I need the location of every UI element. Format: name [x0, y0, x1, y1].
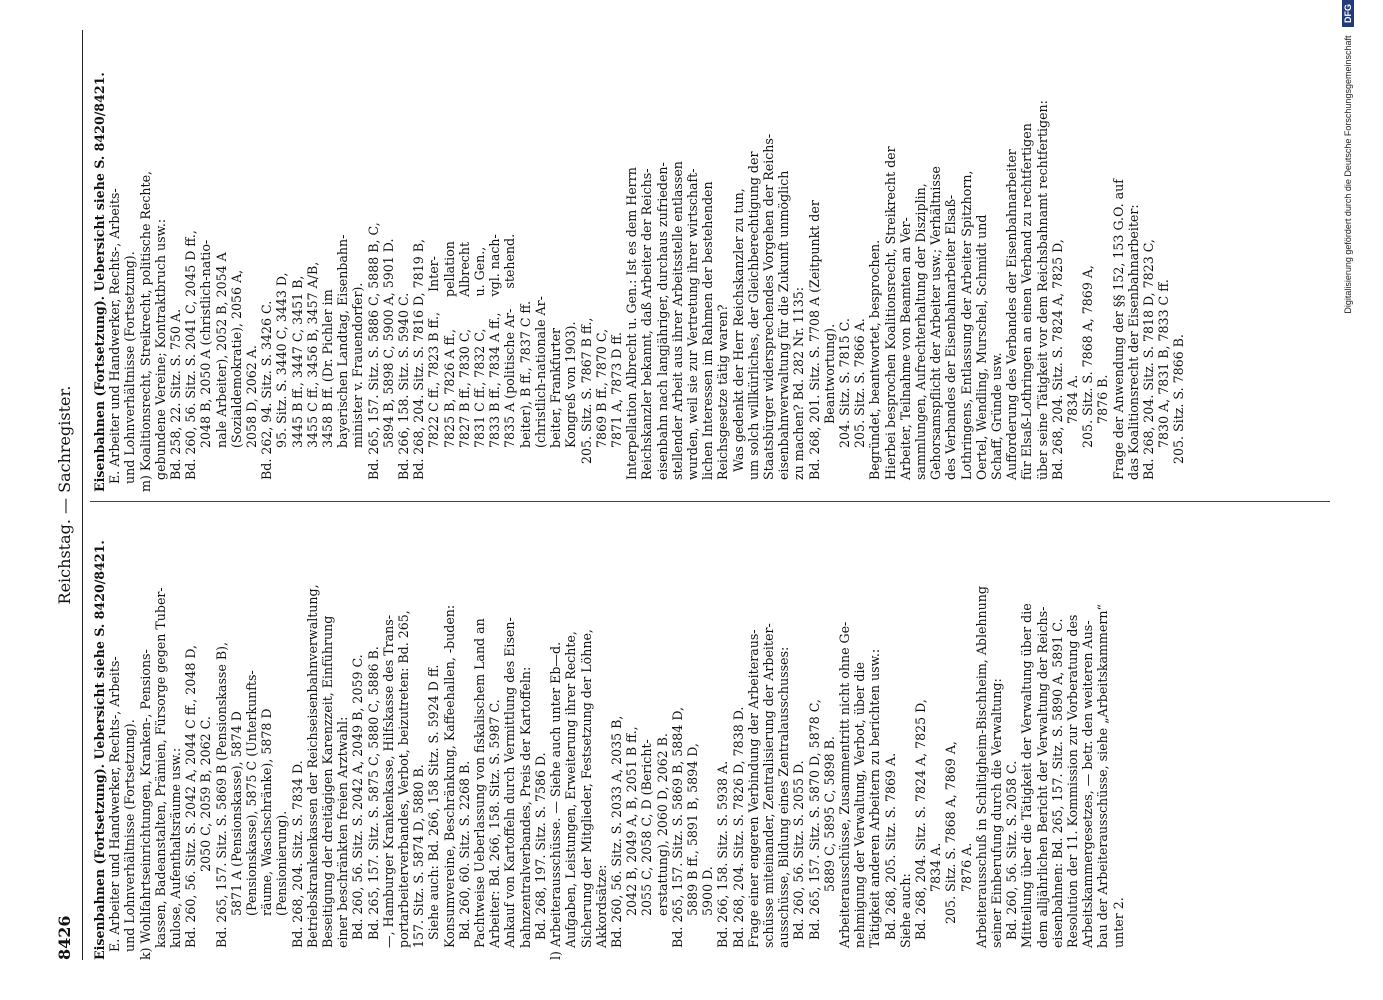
text-line: Oertel, Wendling, Murschel, Schmidt und: [973, 214, 989, 492]
text-line: eisenbahn nach langjähriger, durchaus zufrieden-: [654, 162, 670, 492]
text-line: Bd. 260, 56. Sitz. S. 2041 C, 2045 D ff.,: [183, 230, 199, 492]
text-line: Arbeitskammergesetzes, — betr. den weiteren Aus-: [1080, 620, 1096, 960]
text-line: Ankauf von Kartoffeln durch Vermittlung des Eisen-: [502, 617, 518, 960]
dfg-logo: DFG: [1342, 0, 1354, 27]
text-line: Arbeiter, Teilnahme von Beamten an Ver-: [897, 217, 913, 492]
text-line: Akkordsätze:: [593, 864, 609, 960]
text-line: Bd. 268, 204. Sitz. S. 7824 A, 7825 D,: [912, 699, 928, 960]
text-line: Konsumvereine, Beschränkung, Kaffeehallen, -buden:: [441, 604, 457, 960]
text-line: Was gedenkt der Herr Reichskanzler zu tun,: [730, 188, 746, 492]
text-line: 2042 B, 2049 A, B, 2051 B ff.,: [624, 726, 640, 960]
text-line: 2048 B, 2050 A (christlich-natio-: [198, 239, 214, 492]
text-line: Bd. 262, 94. Sitz. S. 3426 C.: [259, 300, 275, 492]
text-line: 205. Sitz. S. 7867 B ff.,: [578, 317, 594, 492]
text-line: 205. Sitz. S. 7866 A.: [852, 318, 868, 492]
text-line: Reichsgesetze tätig waren?: [715, 304, 731, 492]
text-line: Bd. 260, 56. Sitz. S. 2055 D.: [791, 760, 807, 960]
text-line: Bd. 266, 158. Sitz. S. 5940 C.: [396, 292, 412, 492]
text-line: 5900 D.: [700, 866, 716, 960]
text-line: stellender Arbeit aus ihrer Arbeitsstelle entlassen: [669, 161, 685, 492]
text-line: für Elsaß-Lothringen an einen Verband zu rechtfertigen: [1019, 123, 1035, 492]
text-line: 7876 A.: [958, 842, 974, 960]
text-line: Bd. 260, 60. Sitz. S. 2268 B.: [456, 760, 472, 960]
text-line: Bd. 265, 157. Sitz. S. 5886 C, 5888 B, C,: [365, 222, 381, 492]
text-line: bahnzentralverbandes, Preis der Kartoffeln:: [517, 666, 533, 960]
text-line: dem alljährlichen Bericht der Verwaltung der Reichs-: [1034, 606, 1050, 960]
digitization-credit: [1342, 0, 1372, 1000]
text-line: ausschüsse, Bildung eines Zentralausschusses:: [776, 646, 792, 960]
text-line: eisenbahnverwaltung für die Zukunft unmöglich: [776, 170, 792, 492]
text-line: Staatsbürger widersprechendes Vorgehen der Reichs-: [760, 133, 776, 492]
text-line: 7825 B, 7826 A ff., pellation: [441, 241, 457, 492]
text-line: Kongreß von 1903).: [563, 321, 579, 492]
text-line: (Pensionskasse), 5875 C (Unterkunfts-: [244, 670, 260, 960]
text-line: Gehorsamspflicht der Arbeiter usw.; Verhältnisse: [928, 166, 944, 492]
text-line: Bd. 268, 204. Sitz. S. 7834 D.: [289, 760, 305, 960]
text-line: beiter), B ff., 7837 C ff.: [517, 301, 533, 492]
right-column: [92, 12, 1187, 492]
text-line: Betriebskrankenkassen der Reichseisenbahnverwaltung,: [304, 584, 320, 960]
text-line: kassen, Badeanstalten, Prämien, Fürsorge gegen Tuber-: [152, 587, 168, 960]
text-line: 7831 C ff., 7832 C, u. Gen.,: [472, 246, 488, 492]
text-line: Arbeiterausschüsse, Zusammentritt nicht ohne Ge-: [836, 621, 852, 960]
text-line: 205. Sitz. S. 7868 A, 7869 A,: [943, 741, 959, 960]
text-line: zu machen? Bd. 282 Nr. 1135:: [791, 286, 807, 492]
text-line: Begründet, beantwortet, besprochen.: [867, 239, 883, 492]
text-line: Lothringens, Entlassung der Arbeiter Spitzhorn,: [958, 170, 974, 492]
text-line: Arbeiterausschuß in Schiltigheim-Bischheim, Ablehnung: [973, 586, 989, 960]
text-line: Sicherung der Mitglieder, Festsetzung der Löhne,: [578, 629, 594, 960]
text-line: E. Arbeiter und Handwerker, Rechts-, Arbeits-: [107, 188, 123, 492]
text-line: 5889 C, 5895 C, 5898 B.: [821, 736, 837, 960]
text-line: das Koalitionsrecht der Eisenbahnarbeiter:: [1125, 204, 1141, 492]
text-line: 157. Sitz. S. 5874 D, 5880 B.: [411, 764, 427, 960]
text-line: —, Hamburger Krankenkasse, Hilfskasse des Trans-: [380, 615, 396, 960]
text-line: Frage der Anwendung der §§ 152, 153 G.O. auf: [1110, 179, 1126, 492]
text-line: Bd. 258, 22. Sitz. S. 750 A.: [168, 308, 184, 492]
text-line: erstattung), 2060 D, 2062 B.: [654, 733, 670, 960]
text-line: 204. Sitz. S. 7815 C.: [836, 318, 852, 492]
text-line: 2058 D, 2062 A.: [244, 345, 260, 492]
text-line: Bd. 260, 56. Sitz. S. 2042 A, 2044 C ff., 2048 D,: [183, 644, 199, 960]
text-line: nehmigung der Verwaltung, Verbot, über die: [852, 662, 868, 960]
text-line: Eisenbahnen (Fortsetzung). Uebersicht siehe S. 8420/8421.: [92, 540, 107, 960]
text-line: 7834 A.: [928, 842, 944, 960]
text-line: Bd. 268, 197. Sitz. S. 7586 D.: [532, 752, 548, 960]
text-line: (Pensionierung).: [274, 810, 290, 960]
text-line: 2055 C, 2058 C, D (Bericht-: [639, 739, 655, 960]
text-line: bayerischen Landtag, Eisenbahn-: [335, 234, 351, 492]
text-line: beiter, Frankfurter: [548, 327, 564, 492]
text-line: 5871 A (Pensionskasse), 5874 D: [228, 711, 244, 960]
text-line: 7834 A.: [1065, 374, 1080, 492]
text-line: Eisenbahnen (Fortsetzung). Uebersicht siehe S. 8420/8421.: [92, 72, 107, 492]
text-line: Siehe auch:: [897, 873, 913, 960]
text-line: lichen Interessen im Rahmen der bestehenden: [700, 181, 716, 492]
text-line: 7830 A, 7831 B, 7833 C ff.: [1156, 279, 1172, 492]
text-line: Siehe auch: Bd. 266, 158 Sitz. S. 5924 D ff.: [426, 664, 442, 960]
text-line: Bd. 265, 157. Sitz. S. 5875 C, 5880 C, 5886 B.: [365, 646, 381, 960]
text-line: Hierbei besprochen Koalitionsrecht, Streikrecht der: [882, 146, 898, 492]
header-rule: [82, 30, 83, 960]
text-line: wurden, weil sie zur Vertretung ihrer wirtschaft-: [684, 168, 700, 492]
text-line: Bd. 260, 56. Sitz. S. 2033 A, 2035 B,: [608, 715, 624, 960]
text-line: Reichskanzler bekannt, daß Arbeiter der Reichs-: [639, 168, 655, 492]
text-line: eisenbahnen: Bd. 265, 157. Sitz. S. 5890 A, 5891 C.: [1049, 618, 1065, 960]
text-line: über seine Tätigkeit vor dem Reichsbahnamt rechtfertigen:: [1034, 100, 1050, 492]
text-line: 7871 A, 7873 D ff.: [608, 332, 624, 492]
text-line: Pachtweise Ueberlassung von fiskalischem Land an: [472, 618, 488, 960]
text-line: (christlich-nationale Ar-: [532, 296, 548, 492]
text-line: unter 2.: [1110, 897, 1126, 960]
text-line: Bd. 260, 56. Sitz. S. 2042 A, 2049 B, 2059 C.: [350, 654, 366, 960]
page-title: Reichstag. — Sachregister.: [55, 385, 74, 605]
text-line: 7835 A (politische Ar- stehend.: [502, 233, 518, 492]
text-line: Arbeiter: Bd. 266, 158. Sitz. S. 5987 C.: [487, 699, 503, 960]
text-line: sammlungen, Aufrechterhaltung der Disziplin,: [912, 183, 928, 492]
text-line: 3455 C ff., 3456 B, 3457 A/B,: [304, 261, 320, 492]
text-line: 3458 B ff. (Dr. Pichler im: [320, 289, 336, 492]
text-line: Aufgaben, Leistungen, Erweiterung ihrer Rechte,: [563, 631, 579, 960]
text-line: Bd. 260, 56. Sitz. S. 2058 C.: [1004, 760, 1020, 960]
text-line: 2050 C, 2059 B, 2062 C.: [198, 716, 214, 960]
text-line: Bd. 268, 204. Sitz. S. 7826 D, 7838 D.: [730, 706, 746, 960]
text-line: Bd. 268, 205. Sitz. S. 7869 A.: [882, 752, 898, 960]
text-line: Bd. 266, 158. Sitz. S. 5938 A.: [715, 760, 731, 960]
text-line: Resolution der 11. Kommission zur Vorberatung des: [1065, 614, 1080, 960]
text-line: kulose, Aufenthaltsräume usw.:: [168, 747, 184, 960]
text-line: gebundene Vereine; Kontraktbruch usw.:: [152, 218, 168, 492]
running-head: [55, 30, 79, 960]
text-line: Bd. 265, 157. Sitz. S. 5870 D, 5878 C,: [806, 699, 822, 960]
text-line: Bd. 265, 157. Sitz. S. 5869 B (Pensionskasse B),: [213, 642, 229, 960]
left-column: [92, 520, 1126, 960]
text-line: Beantwortung).: [821, 323, 837, 492]
text-line: 5894 B, 5898 C, 5900 A, 5901 D.: [380, 238, 396, 492]
text-line: Schaff, Gründe usw.: [988, 352, 1004, 492]
text-line: Bd. 268, 201. Sitz. S. 7708 A (Zeitpunkt der: [806, 200, 822, 492]
column-divider: [90, 501, 1330, 502]
text-line: und Lohnverhältnisse (Fortsetzung).: [122, 251, 138, 492]
text-line: einer beschränkten freien Arztwahl:: [335, 716, 351, 960]
text-line: Mitteilung über die Tätigkeit der Verwaltung über die: [1019, 603, 1035, 960]
text-line: Bd. 268, 204. Sitz. S. 7824 A, 7825 D,: [1049, 239, 1065, 492]
text-line: 3445 B ff., 3447 C, 3451 B,: [289, 275, 305, 492]
text-line: nale Arbeiter), 2052 B, 2054 A: [213, 252, 229, 492]
page-number: 8426: [55, 915, 74, 960]
text-line: k) Wohlfahrtseinrichtungen, Kranken-, Pensions-: [137, 649, 153, 960]
text-line: Bd. 268, 204. Sitz. S. 7818 D, 7823 C,: [1141, 239, 1157, 492]
text-line: Tätigkeit anderen Arbeitern zu berichten usw.:: [867, 648, 883, 960]
text-line: 5889 B ff., 5891 B, 5894 D,: [684, 743, 700, 960]
text-line: Interpellation Albrecht u. Gen.: Ist es dem Herrn: [624, 167, 640, 492]
text-line: schüsse miteinander, Zentralisierung der Arbeiter-: [760, 623, 776, 960]
text-line: seiner Einberufung durch die Verwaltung:: [988, 678, 1004, 960]
text-line: 7876 B.: [1095, 374, 1111, 492]
text-line: E. Arbeiter und Handwerker, Rechts-, Arbeits-: [107, 656, 123, 960]
text-line: Aufforderung des Verbandes der Eisenbahnarbeiter: [1004, 149, 1020, 492]
text-line: 7822 C ff., 7823 B ff., Inter-: [426, 256, 442, 492]
text-line: 205. Sitz. S. 7868 A, 7869 A,: [1080, 265, 1096, 492]
text-line: Beseitigung der dreitägigen Karenzzeit, Einführung: [320, 615, 336, 960]
text-line: räume, Waschschränke), 5878 D: [259, 708, 275, 960]
text-line: l) Arbeiterausschüsse. — Siehe auch unter Eb—d.: [548, 641, 564, 960]
text-line: 7869 B ff., 7870 C,: [593, 328, 609, 492]
text-line: des Verbandes der Eisenbahnarbeiter Elsaß-: [943, 194, 959, 492]
text-line: und Lohnverhältnisse (Fortsetzung).: [122, 719, 138, 960]
text-line: 205. Sitz. S. 7866 B.: [1171, 334, 1187, 492]
text-line: 7827 B ff., 7830 C, Albrecht: [456, 241, 472, 492]
text-line: Bd. 265, 157. Sitz. S. 5869 B, 5884 D,: [669, 707, 685, 960]
text-line: 7833 B ff., 7834 A ff., vgl. nach-: [487, 234, 503, 492]
text-line: Frage einer engeren Verbindung der Arbeiteraus-: [745, 629, 761, 960]
credit-text: Digitalisierung gefördert durch die Deutsche Forschungsgemeinschaft: [1343, 35, 1353, 314]
text-line: bau der Arbeiterausschüsse, siehe „Arbeitskammern“: [1095, 604, 1111, 960]
text-line: (Sozialdemokratie), 2056 A,: [228, 269, 244, 492]
text-line: minister v. Frauendorfer).: [350, 282, 366, 492]
text-line: um solch willkürliches, der Gleichberechtigung der: [745, 151, 761, 492]
text-line: 95. Sitz. S. 3440 C, 3443 D,: [274, 272, 290, 492]
text-line: m) Koalitionsrecht, Streikrecht, politische Rechte,: [137, 170, 153, 492]
text-line: portarbeiterverbandes, Verbot, beizutreten: Bd. 265,: [396, 610, 412, 960]
text-line: Bd. 268, 204. Sitz. S. 7816 D, 7819 B,: [411, 239, 427, 492]
